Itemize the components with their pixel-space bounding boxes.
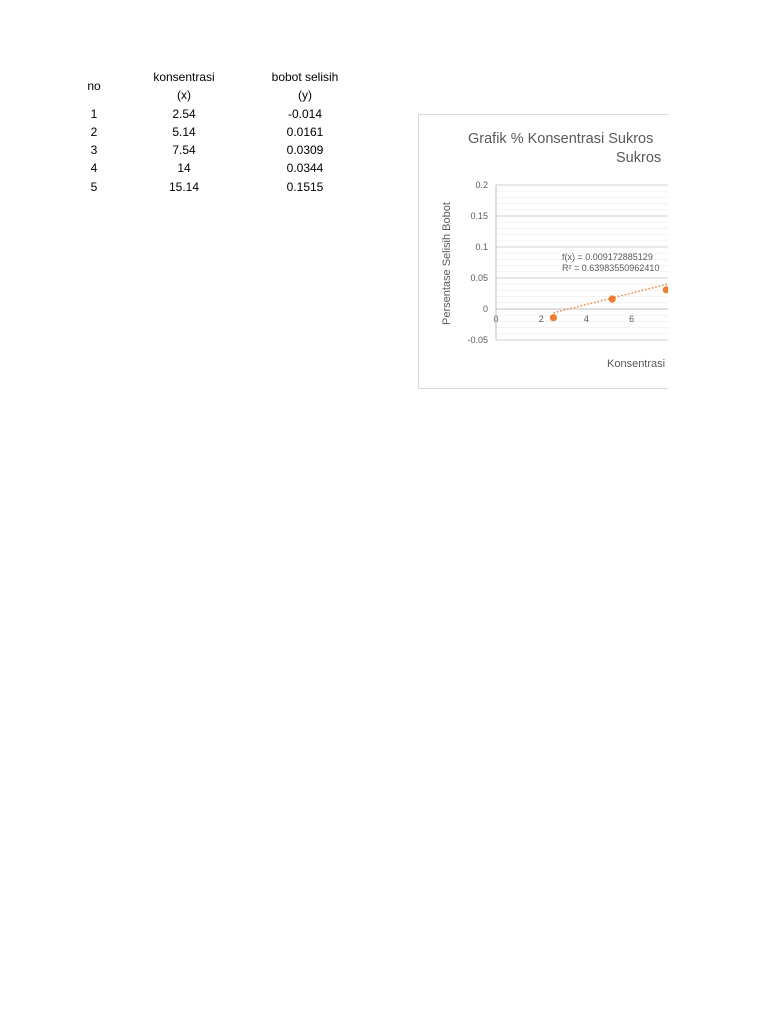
x-tick-label: 4 xyxy=(583,314,589,324)
y-axis-ticks xyxy=(467,180,488,345)
cell-konsentrasi: 7.54 xyxy=(172,143,196,158)
page-edge-mask xyxy=(668,100,768,400)
y-axis-label: Persentase Selisih Bobot xyxy=(441,202,453,325)
cell-konsentrasi: 2.54 xyxy=(172,106,196,121)
chart-title-line1: Grafik % Konsentrasi Sukros xyxy=(468,131,654,147)
cell-no: 2 xyxy=(90,124,98,139)
header-konsentrasi xyxy=(128,68,240,105)
x-tick-label: 0 xyxy=(493,314,499,324)
x-tick-label: 2 xyxy=(538,314,544,324)
cell-no: 1 xyxy=(90,106,98,121)
cell-konsentrasi: 14 xyxy=(177,161,191,176)
cell-bobot-selisih: -0.014 xyxy=(287,106,323,121)
header-bobot-selisih xyxy=(240,68,370,105)
cell-no: 3 xyxy=(90,143,98,158)
x-axis-label: Konsentrasi xyxy=(607,358,666,370)
trendline-r-squared: R² = 0.63983550962410 xyxy=(562,263,660,273)
y-tick-label: 0.1 xyxy=(475,242,488,252)
header-no: no xyxy=(87,79,101,94)
cell-bobot-selisih: 0.1515 xyxy=(286,179,324,194)
data-table-container xyxy=(60,68,370,196)
cell-bobot-selisih: 0.0161 xyxy=(286,124,324,139)
cell-bobot-selisih: 0.0344 xyxy=(286,161,324,176)
table-row xyxy=(60,141,370,159)
table-body xyxy=(60,105,370,196)
header-y-line2: (y) xyxy=(298,88,312,103)
header-x-line1: konsentrasi xyxy=(153,70,215,84)
data-table xyxy=(60,68,370,196)
scatter-chart xyxy=(419,115,678,389)
cell-no: 4 xyxy=(90,161,98,176)
cell-bobot-selisih: 0.0309 xyxy=(286,143,324,158)
table-header-row xyxy=(60,68,370,105)
table-row xyxy=(60,178,370,196)
y-tick-label: 0.05 xyxy=(470,273,488,283)
cell-konsentrasi: 5.14 xyxy=(172,124,196,139)
table-row xyxy=(60,123,370,141)
y-tick-label: 0.2 xyxy=(475,180,488,190)
y-tick-label: 0 xyxy=(482,304,488,314)
header-y-line1: bobot selisih xyxy=(271,70,339,84)
chart-frame[interactable] xyxy=(418,114,678,389)
header-x-line2: (x) xyxy=(177,88,191,103)
x-tick-label: 6 xyxy=(629,314,635,324)
y-tick-label: 0.15 xyxy=(470,211,488,221)
y-tick-label: -0.05 xyxy=(467,335,488,345)
cell-konsentrasi: 15.14 xyxy=(168,179,200,194)
data-point xyxy=(609,295,616,302)
chart-title-line2: Sukros xyxy=(616,150,662,166)
table-row xyxy=(60,159,370,177)
data-point xyxy=(550,314,557,321)
cell-no: 5 xyxy=(90,179,98,194)
table-row xyxy=(60,105,370,123)
trendline-equation: f(x) = 0.00917288512​9 xyxy=(562,252,653,262)
